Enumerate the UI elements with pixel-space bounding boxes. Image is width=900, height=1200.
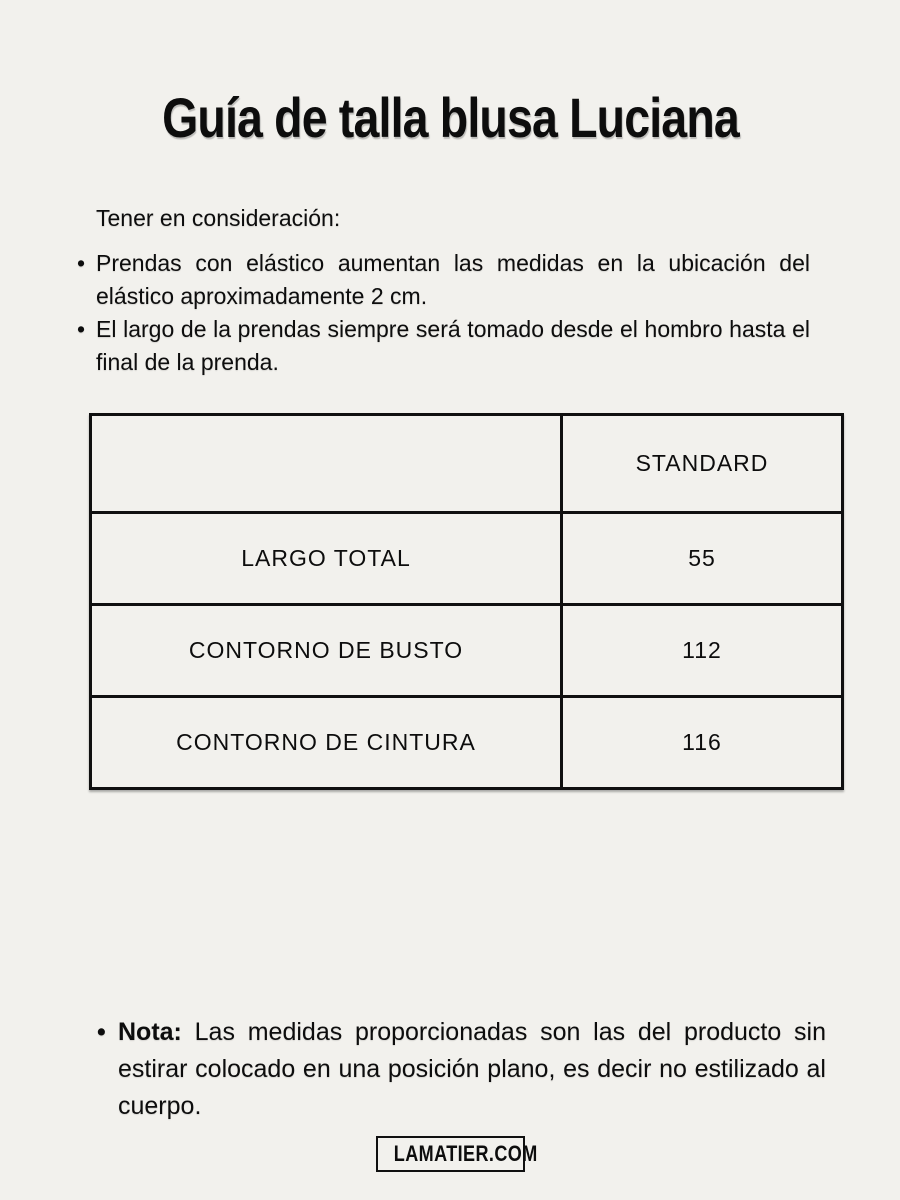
brand-text: LAMATIER.COM xyxy=(393,1141,538,1166)
note-text: Las medidas proporcionadas son las del producto sin estirar colocado en una posición plano, es decir no estilizado al cuerpo. xyxy=(118,1018,826,1120)
note-label: Nota: xyxy=(118,1018,182,1046)
table-row xyxy=(91,513,843,605)
row-value-contorno-busto: 112 xyxy=(562,605,843,697)
row-label-contorno-busto: CONTORNO DE BUSTO xyxy=(91,605,562,697)
table-row xyxy=(91,697,843,789)
row-value-largo-total: 55 xyxy=(562,513,843,605)
considerations-section xyxy=(96,202,810,379)
brand-badge xyxy=(376,1136,538,1172)
consideration-item: • El largo de la prendas siempre será tomado desde el hombro hasta el final de la prenda. xyxy=(96,313,810,379)
size-table xyxy=(89,413,844,790)
table-corner-cell xyxy=(91,415,562,513)
considerations-list xyxy=(96,247,810,379)
consideration-item: • Prendas con elástico aumentan las medidas en la ubicación del elástico aproximadamente 2 cm. xyxy=(96,247,810,313)
table-header-row xyxy=(91,415,843,513)
page-title xyxy=(0,85,900,149)
table-header-standard: STANDARD xyxy=(562,415,843,513)
note xyxy=(118,1014,826,1125)
considerations-heading: Tener en consideración: xyxy=(96,205,341,231)
row-value-contorno-cintura: 116 xyxy=(562,697,843,789)
page-title-text: Guía de talla blusa Luciana xyxy=(161,85,739,149)
row-label-contorno-cintura: CONTORNO DE CINTURA xyxy=(91,697,562,789)
row-label-largo-total: LARGO TOTAL xyxy=(91,513,562,605)
footer xyxy=(0,1136,900,1172)
table-row xyxy=(91,605,843,697)
